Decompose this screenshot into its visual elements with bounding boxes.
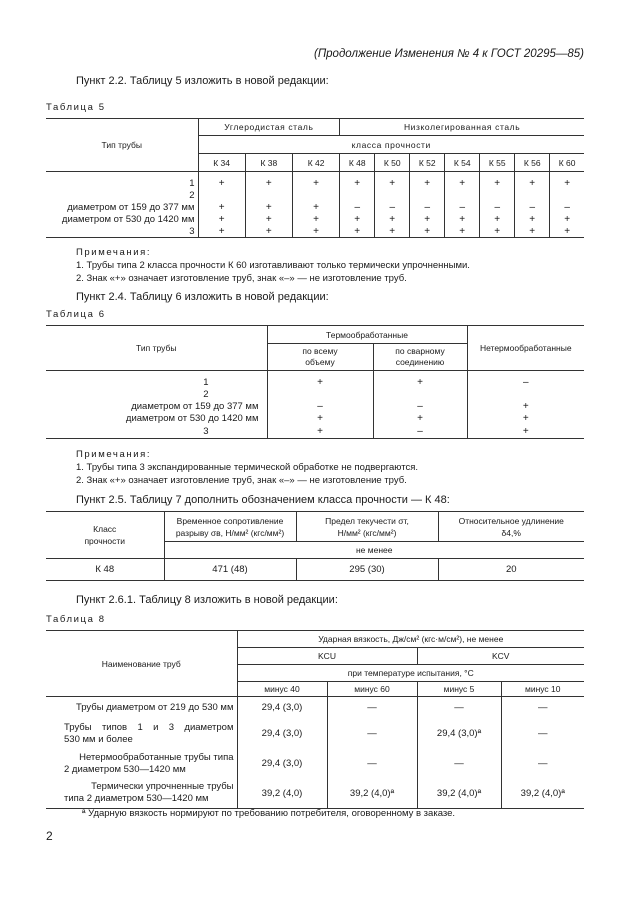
t6-cell: – bbox=[267, 401, 373, 413]
t6-head-nonheat: Нетермообработанные bbox=[467, 326, 584, 371]
t7-cell: 471 (48) bbox=[164, 559, 296, 581]
t5-cell: – bbox=[550, 202, 584, 214]
table8-caption: Таблица 8 bbox=[46, 614, 106, 625]
note-item: 1. Трубы типа 3 экспандированные термической обработке не подвергаются. bbox=[76, 462, 418, 473]
note-item: 2. Знак «+» означает изготовление труб, знак «–» — не изготовление труб. bbox=[76, 273, 407, 284]
t8-cell: — bbox=[327, 749, 417, 779]
t8-row-name: Трубы типов 1 и 3 диаметром bbox=[64, 721, 234, 733]
t8-row-name: Трубы диаметром от 219 до 530 мм bbox=[75, 701, 234, 713]
t5-class: К 42 bbox=[292, 154, 339, 172]
t5-cell: + bbox=[515, 226, 550, 238]
t6-row-type: 3 bbox=[46, 425, 267, 439]
t5-cell: + bbox=[445, 178, 480, 190]
t8-cell: 29,4 (3,0) bbox=[237, 719, 327, 749]
t5-head-lowalloy: Низколегированная сталь bbox=[340, 119, 584, 136]
t8-temp: минус 5 bbox=[417, 682, 501, 697]
t5-cell: + bbox=[375, 226, 410, 238]
t6-cell: + bbox=[373, 377, 467, 389]
paragraph-2-6-1: Пункт 2.6.1. Таблицу 8 изложить в новой редакции: bbox=[76, 594, 338, 606]
t7-head-elong-a: Относительное удлинение bbox=[458, 515, 564, 526]
t6-head-volume: по всему объему bbox=[302, 346, 338, 367]
t6-cell: – bbox=[467, 377, 584, 389]
t8-temp: минус 10 bbox=[501, 682, 584, 697]
t8-row-name: Термически упрочненные трубы bbox=[91, 781, 234, 793]
note-item: 2. Знак «+» означает изготовление труб, знак «–» — не изготовление труб. bbox=[76, 475, 407, 486]
t6-cell: + bbox=[267, 413, 373, 425]
table-row bbox=[46, 202, 584, 214]
t5-class: К 54 bbox=[445, 154, 480, 172]
t8-cell: 39,2 (4,0)ª bbox=[327, 779, 417, 809]
t5-cell: + bbox=[198, 214, 245, 226]
table-row bbox=[46, 214, 584, 226]
t6-row-type: 2 bbox=[203, 389, 209, 400]
t8-cell: 39,2 (4,0) bbox=[237, 779, 327, 809]
t5-cell: + bbox=[245, 226, 292, 238]
t5-row-type: 3 bbox=[46, 226, 198, 238]
t5-cell: + bbox=[410, 178, 445, 190]
t5-cell: + bbox=[198, 226, 245, 238]
t7-head-yield-b: Н/мм² (кгс/мм²) bbox=[337, 527, 397, 538]
t5-row-type: 2 bbox=[189, 190, 195, 201]
page-number: 2 bbox=[46, 829, 53, 843]
table-row bbox=[46, 413, 584, 425]
table6-caption: Таблица 6 bbox=[46, 309, 106, 320]
t6-cell: + bbox=[467, 401, 584, 413]
t6-cell: + bbox=[467, 425, 584, 439]
notes-heading: Примечания: bbox=[76, 247, 152, 258]
table5-caption: Таблица 5 bbox=[46, 102, 106, 113]
t5-cell: – bbox=[340, 202, 375, 214]
t5-head-carbon: Углеродистая сталь bbox=[198, 119, 340, 136]
t7-head-elong-b: δ4,% bbox=[501, 527, 521, 538]
t5-class: К 56 bbox=[515, 154, 550, 172]
t6-row-type: диаметром от 159 до 377 мм bbox=[131, 401, 259, 412]
t5-cell: + bbox=[292, 226, 339, 238]
t7-cell: 20 bbox=[438, 559, 584, 581]
t5-class: К 48 bbox=[340, 154, 375, 172]
t6-cell: + bbox=[267, 425, 373, 439]
t5-cell: + bbox=[292, 214, 339, 226]
t5-cell: + bbox=[410, 226, 445, 238]
t8-row-name-2: 530 мм и более bbox=[64, 733, 133, 745]
t8-cell: — bbox=[327, 697, 417, 719]
t7-cell: 295 (30) bbox=[296, 559, 438, 581]
t5-cell: + bbox=[445, 214, 480, 226]
t8-cell: 29,4 (3,0) bbox=[237, 749, 327, 779]
t5-cell: + bbox=[480, 214, 515, 226]
table-row bbox=[46, 389, 584, 401]
t5-row-type: диаметром от 530 до 1420 мм bbox=[61, 214, 195, 225]
t8-temp: минус 60 bbox=[327, 682, 417, 697]
t5-cell: + bbox=[515, 178, 550, 190]
t8-cell: — bbox=[327, 719, 417, 749]
t8-cell: — bbox=[417, 749, 501, 779]
t5-class: К 50 bbox=[375, 154, 410, 172]
t5-cell: + bbox=[340, 226, 375, 238]
t8-cell: 29,4 (3,0) bbox=[237, 697, 327, 719]
table-row bbox=[46, 719, 584, 749]
t8-head-top: Ударная вязкость, Дж/см² (кгс·м/см²), не менее bbox=[237, 631, 584, 648]
t8-row-name: Нетермообработанные трубы типа bbox=[79, 751, 234, 763]
t6-head-type: Тип трубы bbox=[46, 326, 267, 371]
t5-cell: + bbox=[480, 178, 515, 190]
t5-cell: + bbox=[245, 214, 292, 226]
table-row bbox=[46, 697, 584, 719]
t5-cell: + bbox=[550, 214, 584, 226]
t8-cell: 39,2 (4,0)ª bbox=[501, 779, 584, 809]
table6-notes bbox=[76, 448, 418, 487]
t5-cell: + bbox=[340, 178, 375, 190]
table-row bbox=[46, 190, 584, 202]
t6-cell: + bbox=[373, 413, 467, 425]
t5-cell: + bbox=[245, 202, 292, 214]
notes-heading: Примечания: bbox=[76, 449, 152, 460]
t7-head-strength-a: Временное сопротивление bbox=[176, 515, 284, 526]
t5-class: К 38 bbox=[245, 154, 292, 172]
t6-cell: + bbox=[467, 413, 584, 425]
table5-notes bbox=[76, 246, 470, 285]
t5-cell: + bbox=[245, 178, 292, 190]
table-7 bbox=[46, 511, 584, 581]
t6-row-type: 1 bbox=[203, 377, 209, 388]
t5-row-type: 1 bbox=[189, 178, 195, 189]
t5-cell: + bbox=[375, 214, 410, 226]
t5-cell: + bbox=[198, 178, 245, 190]
t5-cell: – bbox=[410, 202, 445, 214]
t8-cell: 29,4 (3,0)ª bbox=[417, 719, 501, 749]
t5-class: К 52 bbox=[410, 154, 445, 172]
t8-cell: — bbox=[501, 697, 584, 719]
t5-cell: – bbox=[445, 202, 480, 214]
t7-head-class-a: Класс bbox=[93, 524, 117, 534]
t5-head-type: Тип трубы bbox=[46, 119, 198, 172]
t5-row-type: диаметром от 159 до 377 мм bbox=[67, 202, 195, 213]
t6-head-heat: Термообработанные bbox=[267, 326, 467, 344]
t5-cell: + bbox=[480, 226, 515, 238]
t7-head-class-b: прочности bbox=[84, 536, 126, 546]
t5-cell: + bbox=[445, 226, 480, 238]
t6-cell: + bbox=[267, 377, 373, 389]
t5-class: К 55 bbox=[480, 154, 515, 172]
t8-head-kcu: KCU bbox=[237, 648, 417, 665]
t6-cell: – bbox=[373, 425, 467, 439]
t8-head-name: Наименование труб bbox=[46, 631, 237, 697]
t5-cell: + bbox=[410, 214, 445, 226]
t7-head-strength-b: разрыву σв, Н/мм² (кгс/мм²) bbox=[175, 527, 285, 538]
table-8 bbox=[46, 630, 584, 809]
t8-head-kcv: KCV bbox=[417, 648, 584, 665]
t8-cell: — bbox=[417, 697, 501, 719]
t5-class: К 34 bbox=[198, 154, 245, 172]
t8-cell: — bbox=[501, 719, 584, 749]
t5-cell: + bbox=[550, 178, 584, 190]
t5-head-class: класса прочности bbox=[198, 136, 584, 154]
table-row bbox=[46, 401, 584, 413]
t8-row-name-2: 2 диаметром 530—1420 мм bbox=[64, 763, 186, 775]
table-row bbox=[46, 749, 584, 779]
table-row bbox=[46, 559, 584, 581]
t8-cell: 39,2 (4,0)ª bbox=[417, 779, 501, 809]
table-row bbox=[46, 425, 584, 439]
note-item: 1. Трубы типа 2 класса прочности К 60 изготавливают только термически упрочненными. bbox=[76, 260, 470, 271]
t5-cell: + bbox=[515, 214, 550, 226]
t5-cell: – bbox=[375, 202, 410, 214]
t7-sub-min: не менее bbox=[164, 542, 584, 559]
t8-cell: — bbox=[501, 749, 584, 779]
table-row bbox=[46, 226, 584, 238]
t5-cell: + bbox=[375, 178, 410, 190]
t7-cell: К 48 bbox=[46, 559, 164, 581]
t5-cell: – bbox=[480, 202, 515, 214]
continuation-header: (Продолжение Изменения № 4 к ГОСТ 20295—85) bbox=[314, 48, 584, 60]
t8-row-name-2: типа 2 диаметром 530—1420 мм bbox=[64, 793, 209, 805]
t6-cell: – bbox=[373, 401, 467, 413]
t7-head-yield-a: Предел текучести σт, bbox=[325, 515, 409, 526]
t6-row-type: диаметром от 530 до 1420 мм bbox=[125, 413, 259, 424]
table-5 bbox=[46, 118, 584, 238]
t5-cell: + bbox=[340, 214, 375, 226]
table-row bbox=[46, 178, 584, 190]
paragraph-2-5: Пункт 2.5. Таблицу 7 дополнить обозначением класса прочности — К 48: bbox=[76, 494, 450, 506]
table-6 bbox=[46, 325, 584, 439]
table-row bbox=[46, 779, 584, 809]
t5-cell: – bbox=[515, 202, 550, 214]
t5-class: К 60 bbox=[550, 154, 584, 172]
table8-footnote: ª Ударную вязкость нормируют по требованию потребителя, оговоренному в заказе. bbox=[82, 808, 456, 819]
t5-cell: + bbox=[292, 202, 339, 214]
t8-temp: минус 40 bbox=[237, 682, 327, 697]
t6-head-weld: по сварному соединению bbox=[395, 346, 445, 367]
t5-cell: + bbox=[198, 202, 245, 214]
paragraph-2-2: Пункт 2.2. Таблицу 5 изложить в новой редакции: bbox=[76, 75, 329, 87]
t5-cell: + bbox=[550, 226, 584, 238]
t8-head-temp: при температуре испытания, °С bbox=[237, 665, 584, 682]
t5-cell: + bbox=[292, 178, 339, 190]
paragraph-2-4: Пункт 2.4. Таблицу 6 изложить в новой редакции: bbox=[76, 291, 329, 303]
table-row bbox=[46, 377, 584, 389]
